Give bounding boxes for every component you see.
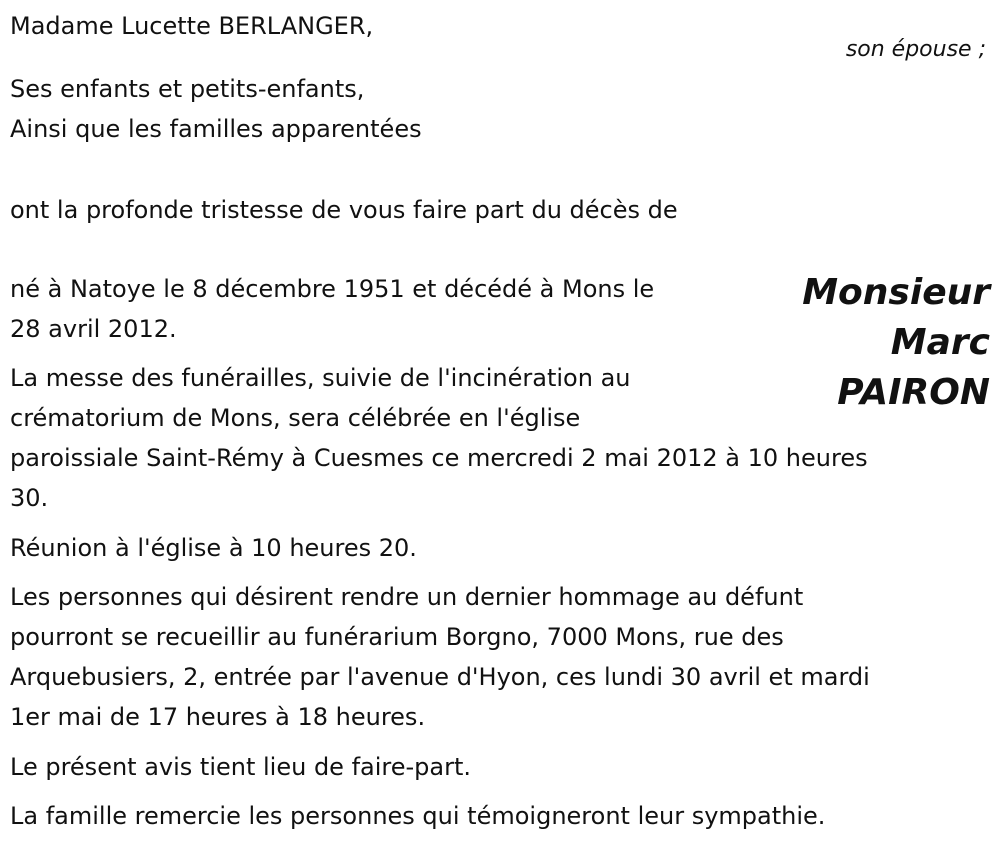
notice-line: Le présent avis tient lieu de faire-part. [10, 753, 472, 781]
mass-line-4: 30. [10, 484, 49, 512]
mass-line-2: crématorium de Mons, sera célébrée en l'église [10, 404, 581, 432]
deceased-first-name: Marc [890, 322, 990, 363]
children-line: Ses enfants et petits-enfants, [10, 75, 365, 103]
relatives-line: Ainsi que les familles apparentées [10, 115, 422, 143]
relation-label: son épouse ; [845, 37, 986, 62]
widow-name: Madame Lucette BERLANGER, [10, 12, 374, 40]
visitation-line-1: Les personnes qui désirent rendre un dernier hommage au défunt [10, 583, 804, 611]
announcement-line: ont la profonde tristesse de vous faire part du décès de [10, 196, 678, 224]
deceased-title: Monsieur [802, 272, 990, 313]
mass-line-3: paroissiale Saint-Rémy à Cuesmes ce mercredi 2 mai 2012 à 10 heures [10, 444, 868, 472]
mass-line-1: La messe des funérailles, suivie de l'incinération au [10, 364, 631, 392]
visitation-line-3: Arquebusiers, 2, entrée par l'avenue d'Hyon, ces lundi 30 avril et mardi [10, 663, 870, 691]
birth-death-line-1: né à Natoye le 8 décembre 1951 et décédé à Mons le [10, 275, 655, 303]
deceased-name-block [802, 268, 990, 418]
deceased-last-name: PAIRON [837, 372, 990, 413]
birth-death-line-2: 28 avril 2012. [10, 315, 177, 343]
visitation-line-4: 1er mai de 17 heures à 18 heures. [10, 703, 426, 731]
thanks-line: La famille remercie les personnes qui témoigneront leur sympathie. [10, 802, 826, 830]
meeting-line: Réunion à l'église à 10 heures 20. [10, 534, 417, 562]
visitation-line-2: pourront se recueillir au funérarium Borgno, 7000 Mons, rue des [10, 623, 784, 651]
